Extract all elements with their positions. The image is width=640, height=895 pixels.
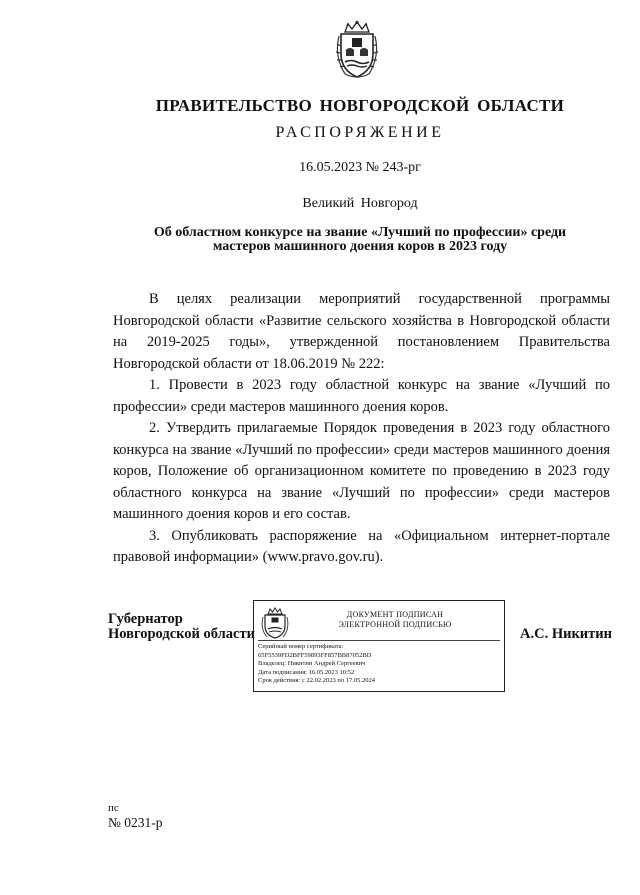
document-type: РАСПОРЯЖЕНИЕ <box>275 124 445 141</box>
document-city: Великий Новгород <box>302 196 418 211</box>
stamp-divider <box>258 640 500 641</box>
coat-of-arms-small-icon <box>260 607 290 639</box>
preamble-paragraph: В целях реализации мероприятий государственной программы Новгородской области «Развитие сельского хозяйства в Новгородской области на 2019-2025 годы», утвержденной постановлением Правительства Новгородской области от 18.06.2019 № 222: <box>113 291 610 372</box>
electronic-signature-stamp <box>253 600 505 692</box>
executor-initials: пс <box>108 802 119 814</box>
stamp-heading <box>290 610 500 630</box>
document-subject: Об областном конкурсе на звание «Лучший по профессии» среди мастеров машинного доения коров в 2023 году <box>153 225 567 254</box>
signer-title-line-2: Новгородской области <box>108 626 255 642</box>
signer-title <box>108 612 255 642</box>
novgorod-coat-of-arms-icon <box>334 20 380 80</box>
item-3-paragraph: 3. Опубликовать распоряжение на «Официальном интернет-портале правовой информации» (www.pravo.gov.ru). <box>113 527 610 565</box>
government-title: ПРАВИТЕЛЬСТВО НОВГОРОДСКОЙ ОБЛАСТИ <box>155 96 565 115</box>
registration-number: № 0231-р <box>108 815 163 830</box>
stamp-heading-line-2: ЭЛЕКТРОННОЙ ПОДПИСЬЮ <box>338 620 452 629</box>
certificate-serial-value: 65F5539FD2BFF59893FF857BB87052BD <box>258 651 372 659</box>
document-body <box>113 289 610 569</box>
signer-title-line-1: Губернатор <box>108 611 183 627</box>
certificate-serial-label: Серийный номер сертификата: <box>258 643 344 650</box>
signing-date: Дата подписания: 16.05.2023 10:52 <box>258 668 355 676</box>
signer-name: А.С. Никитин <box>520 626 612 642</box>
certificate-validity: Срок действия: с 22.02.2023 по 17.05.2024 <box>258 677 375 685</box>
document-date-number: 16.05.2023 № 243-рг <box>299 160 421 175</box>
item-2-paragraph: 2. Утвердить прилагаемые Порядок проведения в 2023 году областного конкурса на звание «Лучший по профессии» среди мастеров машинного доения коров, Положение об организационном комитете по проведению в 2023 году областного конкурса на звание «Лучший по профессии» среди мастеров машинного доения коров и его состав. <box>113 420 610 522</box>
stamp-heading-line-1: ДОКУМЕНТ ПОДПИСАН <box>346 610 444 619</box>
document-footer <box>108 802 163 831</box>
certificate-owner: Владелец: Никитин Андрей Сергеевич <box>258 660 366 668</box>
item-1-paragraph: 1. Провести в 2023 году областной конкурс на звание «Лучший по профессии» среди мастеров машинного доения коров. <box>113 377 610 415</box>
stamp-details <box>258 643 375 686</box>
